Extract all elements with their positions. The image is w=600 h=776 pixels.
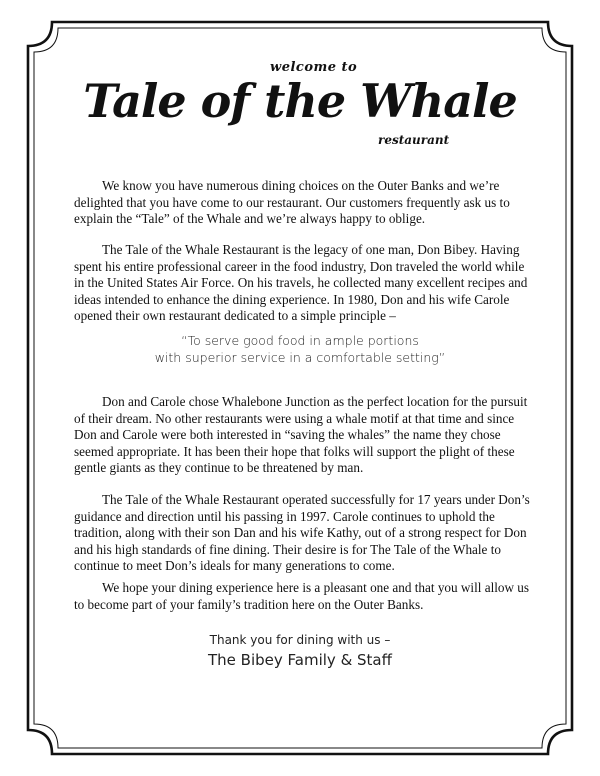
signoff [0,632,600,670]
motto-quote [0,332,600,366]
paragraph-text: Don and Carole chose Whalebone Junction as the perfect location for the pursuit of their dream. No other restaurants were using a whale motif at that time and since Don and Carole were both interested in “saving the whales” the name they chose seemed appropriate. It has been their hope that folks will support the plight of these gentle giants as they continue to be threatened by man. [74,394,528,475]
paragraph-text: The Tale of the Whale Restaurant is the legacy of one man, Don Bibey. Having spent his entire professional career in the food industry, Don traveled the world while in the United States Air Force. On his travels, he collected many excellent recipes and ideas intended to enhance the dining experience. In 1980, Don and his wife Carole opened their own restaurant dedicated to a simple principle – [74,242,528,323]
quote-line-1: “To serve good food in ample portions [181,333,419,348]
restaurant-title: Tale of the Whale [83,74,517,128]
paragraph-text: We know you have numerous dining choices on the Outer Banks and we’re delighted that you have come to our restaurant. Our customers frequently ask us to explain the “Tale” of the Whale and we’re always happy to oblige. [74,178,510,226]
closing-paragraph [74,580,530,613]
quote-line-2: with superior service in a comfortable setting” [154,350,446,365]
paragraph-text: The Tale of the Whale Restaurant operated successfully for 17 years under Don’s guidance and direction until his passing in 1997. Carole continues to uphold the tradition, along with their son Dan and his wife Kathy, out of a strong respect for Don and his high standards of fine dining. Their desire is for The Tale of the Whale to continue to meet Don’s ideals for many generations to come. [74,492,530,573]
paragraph-text: We hope your dining experience here is a pleasant one and that you will allow us to become part of your family’s tradition here on the Outer Banks. [74,580,530,612]
location-paragraph [74,394,530,477]
welcome-text: welcome to [270,60,358,75]
intro-paragraph [74,178,530,228]
history-paragraph [74,242,530,325]
legacy-paragraph [74,492,530,575]
family-signature: The Bibey Family & Staff [208,651,392,669]
thanks-text: Thank you for dining with us – [209,633,391,647]
restaurant-subtitle: restaurant [378,133,450,147]
